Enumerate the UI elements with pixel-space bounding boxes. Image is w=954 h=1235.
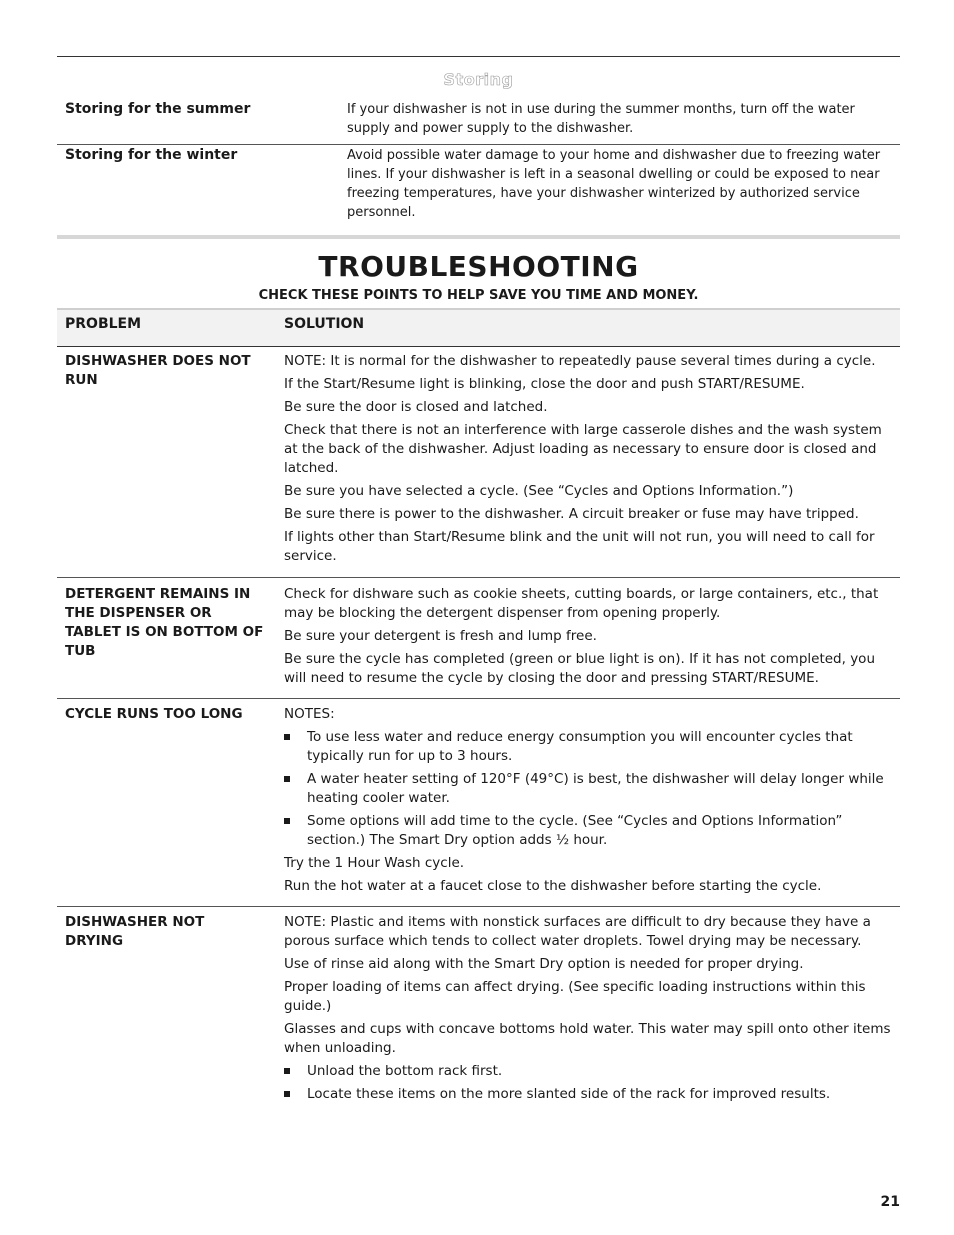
troubleshooting-title: TROUBLESHOOTING: [318, 250, 639, 283]
solution-cell: [284, 705, 894, 900]
bullet-item: [284, 1085, 894, 1104]
table-header: [57, 308, 900, 347]
bullet-square-icon: [284, 1091, 290, 1097]
solution-cell: [284, 913, 894, 1108]
storing-divider: [57, 144, 900, 145]
bullet-square-icon: [284, 1068, 290, 1074]
solution-cell: [284, 352, 894, 570]
row-divider: [57, 698, 900, 699]
bullet-square-icon: [284, 776, 290, 782]
solution-item: NOTE: Plastic and items with nonstick surfaces are difficult to dry because they have a porous surface which tends to collect water droplets. Towel drying may be necessary.: [284, 914, 871, 949]
bullet-item: [284, 728, 894, 766]
solution-item: Check for dishware such as cookie sheets, cutting boards, or large containers, etc., that may be blocking the detergent dispenser from opening properly.: [284, 586, 879, 621]
solution-item: Proper loading of items can affect drying. (See specific loading instructions within this guide.): [284, 979, 866, 1014]
storing-summer-text: If your dishwasher is not in use during the summer months, turn off the water supply and power supply to the dishwasher.: [347, 102, 855, 136]
solution-item: Run the hot water at a faucet close to the dishwasher before starting the cycle.: [284, 878, 822, 894]
bullet-text: A water heater setting of 120°F (49°C) is best, the dishwasher will delay longer while heating cooler water.: [307, 771, 884, 806]
bullet-item: [284, 1062, 894, 1081]
problem-cell: DISHWASHER NOT DRYING: [65, 914, 205, 949]
row-divider: [57, 906, 900, 907]
col-header-solution: SOLUTION: [284, 316, 365, 332]
problem-cell: DETERGENT REMAINS IN THE DISPENSER OR TABLET IS ON BOTTOM OF TUB: [65, 586, 264, 659]
bullet-text: Unload the bottom rack first.: [307, 1063, 503, 1079]
solution-item: Be sure there is power to the dishwasher. A circuit breaker or fuse may have tripped.: [284, 506, 859, 522]
solution-item: NOTE: It is normal for the dishwasher to repeatedly pause several times during a cycle.: [284, 353, 876, 369]
solution-item: If the Start/Resume light is blinking, close the door and push START/RESUME.: [284, 376, 805, 392]
solution-item: If lights other than Start/Resume blink and the unit will not run, you will need to call for service.: [284, 529, 875, 564]
storing-winter-text: Avoid possible water damage to your home and dishwasher due to freezing water lines. If your dishwasher is left in a seasonal dwelling or could be exposed to near freezing temperatures, have your dishwasher winterized by authorized service personnel.: [347, 148, 881, 220]
bullet-text: Some options will add time to the cycle. (See “Cycles and Options Information” section.) The Smart Dry option adds ½ hour.: [307, 813, 843, 848]
bullet-text: To use less water and reduce energy consumption you will encounter cycles that typically run for up to 3 hours.: [307, 729, 853, 764]
solution-item: Try the 1 Hour Wash cycle.: [284, 855, 465, 871]
solution-item: Glasses and cups with concave bottoms hold water. This water may spill onto other items when unloading.: [284, 1021, 891, 1056]
bullet-item: [284, 812, 894, 850]
solution-item: Use of rinse aid along with the Smart Dry option is needed for proper drying.: [284, 956, 804, 972]
solution-item: Be sure you have selected a cycle. (See “Cycles and Options Information.”): [284, 483, 794, 499]
troubleshooting-subtitle: CHECK THESE POINTS TO HELP SAVE YOU TIME AND MONEY.: [258, 288, 699, 303]
storing-title: Storing: [443, 70, 514, 89]
page-number: 21: [880, 1194, 900, 1210]
problem-cell: CYCLE RUNS TOO LONG: [65, 706, 243, 722]
col-header-problem: PROBLEM: [65, 316, 142, 332]
solution-item: Check that there is not an interference with large casserole dishes and the wash system at the back of the dishwasher. Adjust loading as necessary to ensure door is closed and latched.: [284, 422, 882, 476]
bullet-item: [284, 770, 894, 808]
bullet-text: Locate these items on the more slanted side of the rack for improved results.: [307, 1086, 831, 1102]
solution-item: Be sure the door is closed and latched.: [284, 399, 548, 415]
bullet-square-icon: [284, 734, 290, 740]
solution-cell: [284, 585, 894, 692]
bullet-square-icon: [284, 818, 290, 824]
problem-cell: DISHWASHER DOES NOT RUN: [65, 353, 251, 388]
top-rule: [57, 56, 900, 57]
storing-winter-label: Storing for the winter: [65, 147, 238, 163]
solution-lead: NOTES:: [284, 706, 335, 722]
section-divider-band: [57, 235, 900, 239]
storing-summer-label: Storing for the summer: [65, 101, 251, 117]
solution-item: Be sure the cycle has completed (green or blue light is on). If it has not completed, you will need to resume the cycle by closing the door and pressing START/RESUME.: [284, 651, 876, 686]
solution-item: Be sure your detergent is fresh and lump free.: [284, 628, 597, 644]
row-divider: [57, 577, 900, 578]
